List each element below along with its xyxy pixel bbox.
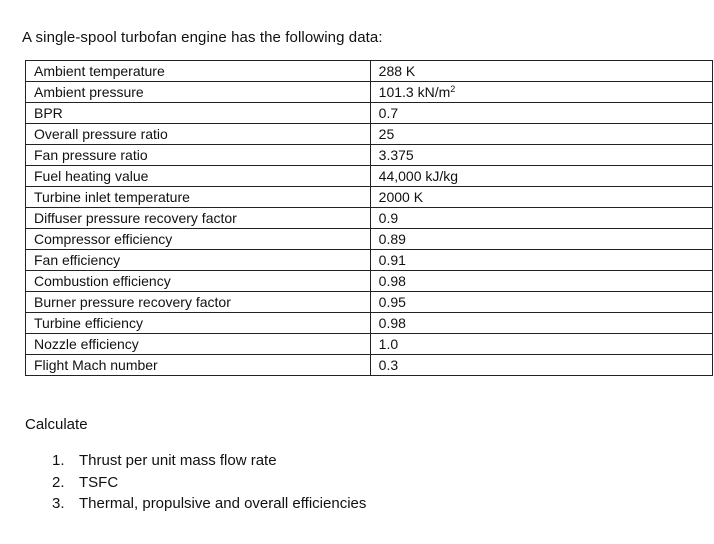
table-row: [26, 145, 713, 166]
table-row: [26, 82, 713, 103]
parameter-cell: Turbine inlet temperature: [26, 187, 371, 208]
value-cell: 0.9: [370, 208, 712, 229]
value-cell: 1.0: [370, 334, 712, 355]
table-row: [26, 313, 713, 334]
list-item: [52, 493, 366, 515]
parameter-cell: Flight Mach number: [26, 355, 371, 376]
list-number: 3.: [52, 495, 65, 512]
value-cell: 25: [370, 124, 712, 145]
table-row: [26, 166, 713, 187]
parameter-cell: Diffuser pressure recovery factor: [26, 208, 371, 229]
list-text: Thermal, propulsive and overall efficiencies: [79, 495, 367, 512]
intro-text: A single-spool turbofan engine has the following data:: [22, 29, 383, 46]
parameter-cell: Ambient pressure: [26, 82, 371, 103]
list-item: [52, 472, 366, 494]
parameter-cell: Fuel heating value: [26, 166, 371, 187]
value-cell: 0.98: [370, 313, 712, 334]
parameter-cell: Nozzle efficiency: [26, 334, 371, 355]
parameter-cell: Combustion efficiency: [26, 271, 371, 292]
unit-superscript: 2: [450, 84, 456, 94]
engine-data-table: [25, 60, 713, 376]
parameter-cell: Ambient temperature: [26, 61, 371, 82]
parameter-cell: Fan pressure ratio: [26, 145, 371, 166]
value-cell: 44,000 kJ/kg: [370, 166, 712, 187]
table-row: [26, 124, 713, 145]
value-cell: 0.89: [370, 229, 712, 250]
table-row: [26, 271, 713, 292]
list-number: 2.: [52, 473, 65, 491]
list-text: TSFC: [79, 473, 119, 491]
value-cell: 0.98: [370, 271, 712, 292]
table-row: [26, 334, 713, 355]
value-cell: [370, 82, 712, 103]
value-cell: 3.375: [370, 145, 712, 166]
value-cell: 0.3: [370, 355, 712, 376]
table-row: [26, 292, 713, 313]
parameter-cell: Compressor efficiency: [26, 229, 371, 250]
table-row: [26, 103, 713, 124]
value-cell: 0.95: [370, 292, 712, 313]
list-number: 1.: [52, 452, 65, 469]
list-text: Thrust per unit mass flow rate: [79, 452, 277, 469]
value-cell: 0.7: [370, 103, 712, 124]
table-row: [26, 250, 713, 271]
calculate-heading: Calculate: [25, 416, 88, 433]
parameter-cell: Fan efficiency: [26, 250, 371, 271]
parameter-cell: Turbine efficiency: [26, 313, 371, 334]
table-row: [26, 355, 713, 376]
table-row: [26, 61, 713, 82]
value-text: 101.3 kN/m: [378, 84, 451, 100]
task-list: [52, 450, 366, 515]
value-cell: 0.91: [370, 250, 712, 271]
value-cell: 2000 K: [370, 187, 712, 208]
table-row: [26, 208, 713, 229]
parameter-cell: Burner pressure recovery factor: [26, 292, 371, 313]
value-cell: 288 K: [370, 61, 712, 82]
parameter-cell: Overall pressure ratio: [26, 124, 371, 145]
table-row: [26, 187, 713, 208]
list-item: [52, 450, 366, 472]
parameter-cell: BPR: [26, 103, 371, 124]
table-row: [26, 229, 713, 250]
